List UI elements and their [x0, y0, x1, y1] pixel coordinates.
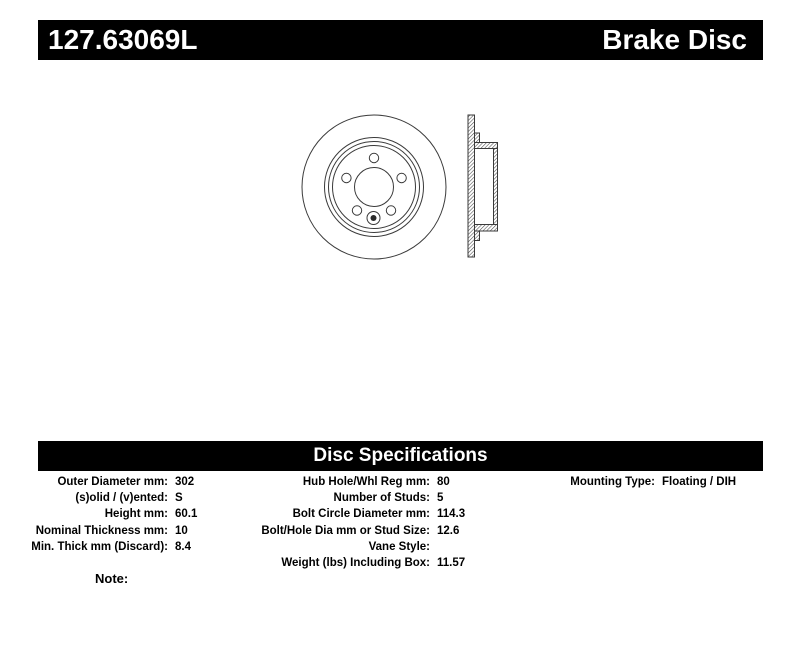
- spec-value: 114.3: [437, 508, 466, 521]
- spec-row: [220, 539, 465, 555]
- spec-label: Hub Hole/Whl Reg mm:: [302, 476, 430, 488]
- spec-row: [10, 523, 197, 539]
- spec-row: [10, 506, 197, 522]
- spec-label: Outer Diameter mm:: [57, 476, 168, 488]
- spec-row: [220, 523, 465, 539]
- spec-label: Height mm:: [104, 508, 168, 521]
- spec-row: [10, 539, 197, 555]
- spec-label: Number of Studs:: [333, 492, 430, 505]
- spec-value: 60.1: [175, 508, 198, 521]
- spec-row: [220, 506, 465, 522]
- title-bar: [38, 20, 763, 60]
- specs-section-title: Disc Specifications: [313, 445, 488, 466]
- spec-value: S: [175, 492, 183, 505]
- spec-value: 10: [175, 524, 188, 537]
- stud-hole: [352, 206, 361, 215]
- set-screw-hole-center: [371, 215, 377, 221]
- spec-value: 302: [175, 476, 195, 488]
- spec-value: 11.57: [437, 556, 466, 569]
- brake-disc-drawing: [280, 98, 520, 273]
- specs-section-header: [38, 441, 763, 471]
- spec-row: [10, 490, 197, 506]
- hub-hole-circle: [355, 168, 394, 207]
- spec-label: Min. Thick mm (Discard):: [31, 540, 168, 553]
- stud-hole: [342, 173, 351, 182]
- spec-label: Nominal Thickness mm:: [35, 524, 168, 537]
- brake-disc-front-view: [302, 115, 446, 259]
- spec-value: 5: [437, 492, 444, 505]
- braking-surface-circle-1: [325, 138, 424, 237]
- spec-label: (s)olid / (v)ented:: [75, 492, 168, 505]
- spec-row: [220, 555, 465, 571]
- spec-value: 12.6: [437, 524, 460, 537]
- section-hat-flange-top: [475, 143, 498, 149]
- section-step-top: [475, 133, 480, 143]
- specs-column-left: [10, 474, 197, 555]
- specs-column-right: [500, 474, 736, 490]
- stud-hole: [397, 173, 406, 182]
- brake-disc-section-view: [468, 115, 498, 257]
- part-number: 127.63069L: [48, 24, 198, 55]
- spec-label: Bolt Circle Diameter mm:: [292, 508, 430, 521]
- section-hat-wall: [494, 149, 498, 225]
- spec-row: [220, 474, 465, 490]
- spec-label: Weight (lbs) Including Box:: [281, 556, 430, 569]
- stud-hole: [386, 206, 395, 215]
- section-friction-ring: [468, 115, 475, 257]
- spec-value: Floating / DIH: [662, 476, 737, 488]
- stud-hole: [369, 153, 378, 162]
- section-step-bottom: [475, 231, 480, 241]
- spec-label: Bolt/Hole Dia mm or Stud Size:: [261, 524, 430, 537]
- spec-value: 80: [437, 476, 450, 488]
- spec-row: [220, 490, 465, 506]
- specs-column-middle: [220, 474, 465, 571]
- section-hat-flange-bottom: [475, 225, 498, 232]
- spec-label: Vane Style:: [368, 540, 430, 553]
- product-type: Brake Disc: [602, 24, 747, 55]
- outer-diameter-circle: [302, 115, 446, 259]
- spec-value: 8.4: [175, 540, 191, 553]
- spec-row: [500, 474, 736, 490]
- note-label: Note:: [95, 571, 129, 586]
- spec-row: [10, 474, 197, 490]
- spec-label: Mounting Type:: [570, 476, 655, 488]
